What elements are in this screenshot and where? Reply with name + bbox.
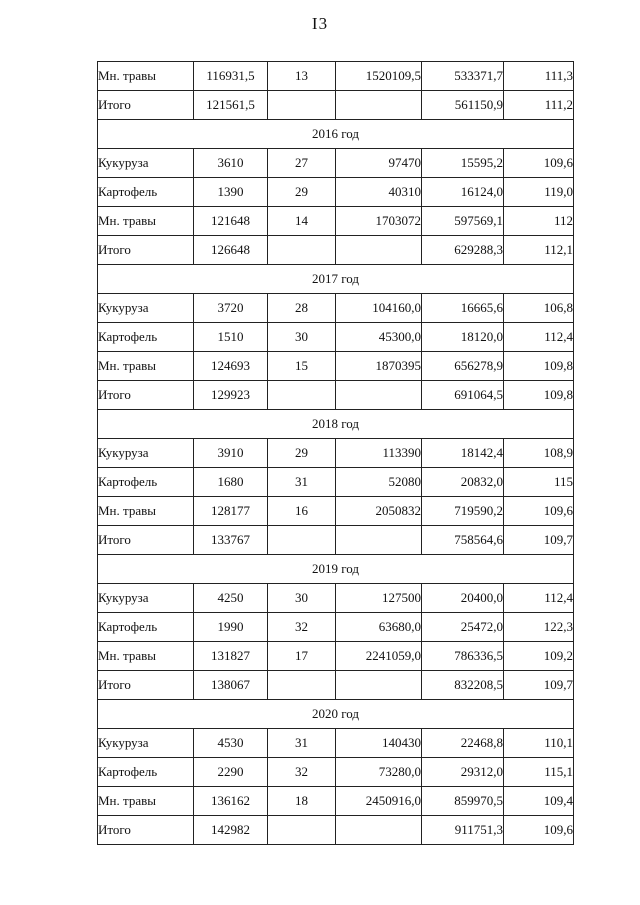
area-cell: 4530: [194, 729, 268, 758]
area-cell: 121561,5: [194, 91, 268, 120]
table-row: [98, 381, 574, 410]
yield-cell: 28: [268, 294, 336, 323]
area-cell: 131827: [194, 642, 268, 671]
cost-cell: 656278,9: [422, 352, 504, 381]
table-row: [98, 758, 574, 787]
yield-cell: 30: [268, 584, 336, 613]
table-row: [98, 207, 574, 236]
cost-cell: 629288,3: [422, 236, 504, 265]
table-row: [98, 62, 574, 91]
gross-harvest-cell: 113390: [336, 439, 422, 468]
area-cell: 124693: [194, 352, 268, 381]
cost-cell: 719590,2: [422, 497, 504, 526]
cost-cell: 859970,5: [422, 787, 504, 816]
gross-harvest-cell: [336, 381, 422, 410]
gross-harvest-cell: 2450916,0: [336, 787, 422, 816]
yield-cell: 17: [268, 642, 336, 671]
index-cell: 109,2: [504, 642, 574, 671]
table-row: [98, 584, 574, 613]
crop-name-cell: Мн. травы: [98, 62, 194, 91]
table-row: [98, 236, 574, 265]
cost-cell: 16124,0: [422, 178, 504, 207]
year-header: 2017 год: [98, 265, 574, 294]
yield-cell: 27: [268, 149, 336, 178]
crop-name-cell: Мн. травы: [98, 497, 194, 526]
year-header: 2020 год: [98, 700, 574, 729]
yield-cell: [268, 91, 336, 120]
table-row: [98, 613, 574, 642]
yield-cell: 29: [268, 178, 336, 207]
gross-harvest-cell: [336, 526, 422, 555]
cost-cell: 15595,2: [422, 149, 504, 178]
index-cell: 109,7: [504, 671, 574, 700]
gross-harvest-cell: 140430: [336, 729, 422, 758]
gross-harvest-cell: 2050832: [336, 497, 422, 526]
index-cell: 111,2: [504, 91, 574, 120]
table-row: [98, 468, 574, 497]
area-cell: 142982: [194, 816, 268, 845]
crop-name-cell: Картофель: [98, 613, 194, 642]
cost-cell: 533371,7: [422, 62, 504, 91]
yield-cell: 31: [268, 729, 336, 758]
crop-name-cell: Картофель: [98, 323, 194, 352]
crop-name-cell: Итого: [98, 816, 194, 845]
area-cell: 116931,5: [194, 62, 268, 91]
index-cell: 115,1: [504, 758, 574, 787]
area-cell: 136162: [194, 787, 268, 816]
page-number: I3: [311, 14, 329, 33]
table-row: [98, 352, 574, 381]
gross-harvest-cell: 63680,0: [336, 613, 422, 642]
index-cell: 112,1: [504, 236, 574, 265]
index-cell: 108,9: [504, 439, 574, 468]
index-cell: 119,0: [504, 178, 574, 207]
table-row: [98, 816, 574, 845]
crop-name-cell: Итого: [98, 381, 194, 410]
area-cell: 3910: [194, 439, 268, 468]
gross-harvest-cell: [336, 91, 422, 120]
index-cell: 109,6: [504, 497, 574, 526]
index-cell: 112,4: [504, 584, 574, 613]
cost-cell: 22468,8: [422, 729, 504, 758]
yield-cell: 14: [268, 207, 336, 236]
crop-name-cell: Кукуруза: [98, 149, 194, 178]
gross-harvest-cell: 1870395: [336, 352, 422, 381]
cost-cell: 18142,4: [422, 439, 504, 468]
cost-cell: 20832,0: [422, 468, 504, 497]
cost-cell: 561150,9: [422, 91, 504, 120]
yield-cell: [268, 816, 336, 845]
crop-table: [97, 61, 574, 845]
area-cell: 121648: [194, 207, 268, 236]
gross-harvest-cell: 52080: [336, 468, 422, 497]
cost-cell: 691064,5: [422, 381, 504, 410]
yield-cell: 18: [268, 787, 336, 816]
area-cell: 1680: [194, 468, 268, 497]
crop-name-cell: Картофель: [98, 758, 194, 787]
index-cell: 109,6: [504, 149, 574, 178]
area-cell: 2290: [194, 758, 268, 787]
cost-cell: 786336,5: [422, 642, 504, 671]
table-row: [98, 526, 574, 555]
crop-name-cell: Итого: [98, 526, 194, 555]
yield-cell: [268, 381, 336, 410]
cost-cell: 597569,1: [422, 207, 504, 236]
yield-cell: 31: [268, 468, 336, 497]
gross-harvest-cell: [336, 816, 422, 845]
gross-harvest-cell: 45300,0: [336, 323, 422, 352]
cost-cell: 832208,5: [422, 671, 504, 700]
year-header-row: [98, 410, 574, 439]
crop-name-cell: Мн. травы: [98, 352, 194, 381]
yield-cell: [268, 236, 336, 265]
cost-cell: 29312,0: [422, 758, 504, 787]
area-cell: 133767: [194, 526, 268, 555]
index-cell: 109,4: [504, 787, 574, 816]
cost-cell: 911751,3: [422, 816, 504, 845]
year-header: 2019 год: [98, 555, 574, 584]
gross-harvest-cell: 97470: [336, 149, 422, 178]
cost-cell: 25472,0: [422, 613, 504, 642]
index-cell: 112: [504, 207, 574, 236]
year-header-row: [98, 265, 574, 294]
yield-cell: 13: [268, 62, 336, 91]
year-header: 2018 год: [98, 410, 574, 439]
index-cell: 109,8: [504, 381, 574, 410]
table-row: [98, 671, 574, 700]
crop-name-cell: Итого: [98, 671, 194, 700]
table-row: [98, 294, 574, 323]
yield-cell: 29: [268, 439, 336, 468]
crop-name-cell: Итого: [98, 236, 194, 265]
area-cell: 1510: [194, 323, 268, 352]
table-row: [98, 323, 574, 352]
index-cell: 110,1: [504, 729, 574, 758]
cost-cell: 758564,6: [422, 526, 504, 555]
crop-name-cell: Кукуруза: [98, 584, 194, 613]
table-row: [98, 787, 574, 816]
table-row: [98, 497, 574, 526]
cost-cell: 16665,6: [422, 294, 504, 323]
index-cell: 109,8: [504, 352, 574, 381]
crop-name-cell: Кукуруза: [98, 439, 194, 468]
table-row: [98, 729, 574, 758]
area-cell: 1390: [194, 178, 268, 207]
index-cell: 109,6: [504, 816, 574, 845]
crop-name-cell: Итого: [98, 91, 194, 120]
yield-cell: 16: [268, 497, 336, 526]
area-cell: 3720: [194, 294, 268, 323]
crop-name-cell: Картофель: [98, 468, 194, 497]
gross-harvest-cell: 104160,0: [336, 294, 422, 323]
area-cell: 138067: [194, 671, 268, 700]
area-cell: 4250: [194, 584, 268, 613]
yield-cell: 30: [268, 323, 336, 352]
crop-name-cell: Картофель: [98, 178, 194, 207]
crop-name-cell: Мн. травы: [98, 207, 194, 236]
yield-cell: 15: [268, 352, 336, 381]
crop-name-cell: Кукуруза: [98, 294, 194, 323]
area-cell: 3610: [194, 149, 268, 178]
gross-harvest-cell: 1520109,5: [336, 62, 422, 91]
index-cell: 109,7: [504, 526, 574, 555]
yield-cell: 32: [268, 758, 336, 787]
crop-name-cell: Мн. травы: [98, 787, 194, 816]
area-cell: 126648: [194, 236, 268, 265]
area-cell: 129923: [194, 381, 268, 410]
index-cell: 111,3: [504, 62, 574, 91]
table-row: [98, 149, 574, 178]
gross-harvest-cell: 2241059,0: [336, 642, 422, 671]
year-header-row: [98, 700, 574, 729]
table-row: [98, 439, 574, 468]
table-row: [98, 91, 574, 120]
gross-harvest-cell: 73280,0: [336, 758, 422, 787]
index-cell: 106,8: [504, 294, 574, 323]
crop-name-cell: Мн. травы: [98, 642, 194, 671]
index-cell: 122,3: [504, 613, 574, 642]
table-row: [98, 642, 574, 671]
yield-cell: 32: [268, 613, 336, 642]
cost-cell: 18120,0: [422, 323, 504, 352]
gross-harvest-cell: 40310: [336, 178, 422, 207]
table-body: [98, 62, 574, 845]
year-header-row: [98, 555, 574, 584]
table-row: [98, 178, 574, 207]
yield-cell: [268, 526, 336, 555]
index-cell: 112,4: [504, 323, 574, 352]
index-cell: 115: [504, 468, 574, 497]
yield-cell: [268, 671, 336, 700]
year-header: 2016 год: [98, 120, 574, 149]
area-cell: 128177: [194, 497, 268, 526]
area-cell: 1990: [194, 613, 268, 642]
gross-harvest-cell: [336, 236, 422, 265]
gross-harvest-cell: 1703072: [336, 207, 422, 236]
cost-cell: 20400,0: [422, 584, 504, 613]
gross-harvest-cell: 127500: [336, 584, 422, 613]
crop-name-cell: Кукуруза: [98, 729, 194, 758]
year-header-row: [98, 120, 574, 149]
gross-harvest-cell: [336, 671, 422, 700]
